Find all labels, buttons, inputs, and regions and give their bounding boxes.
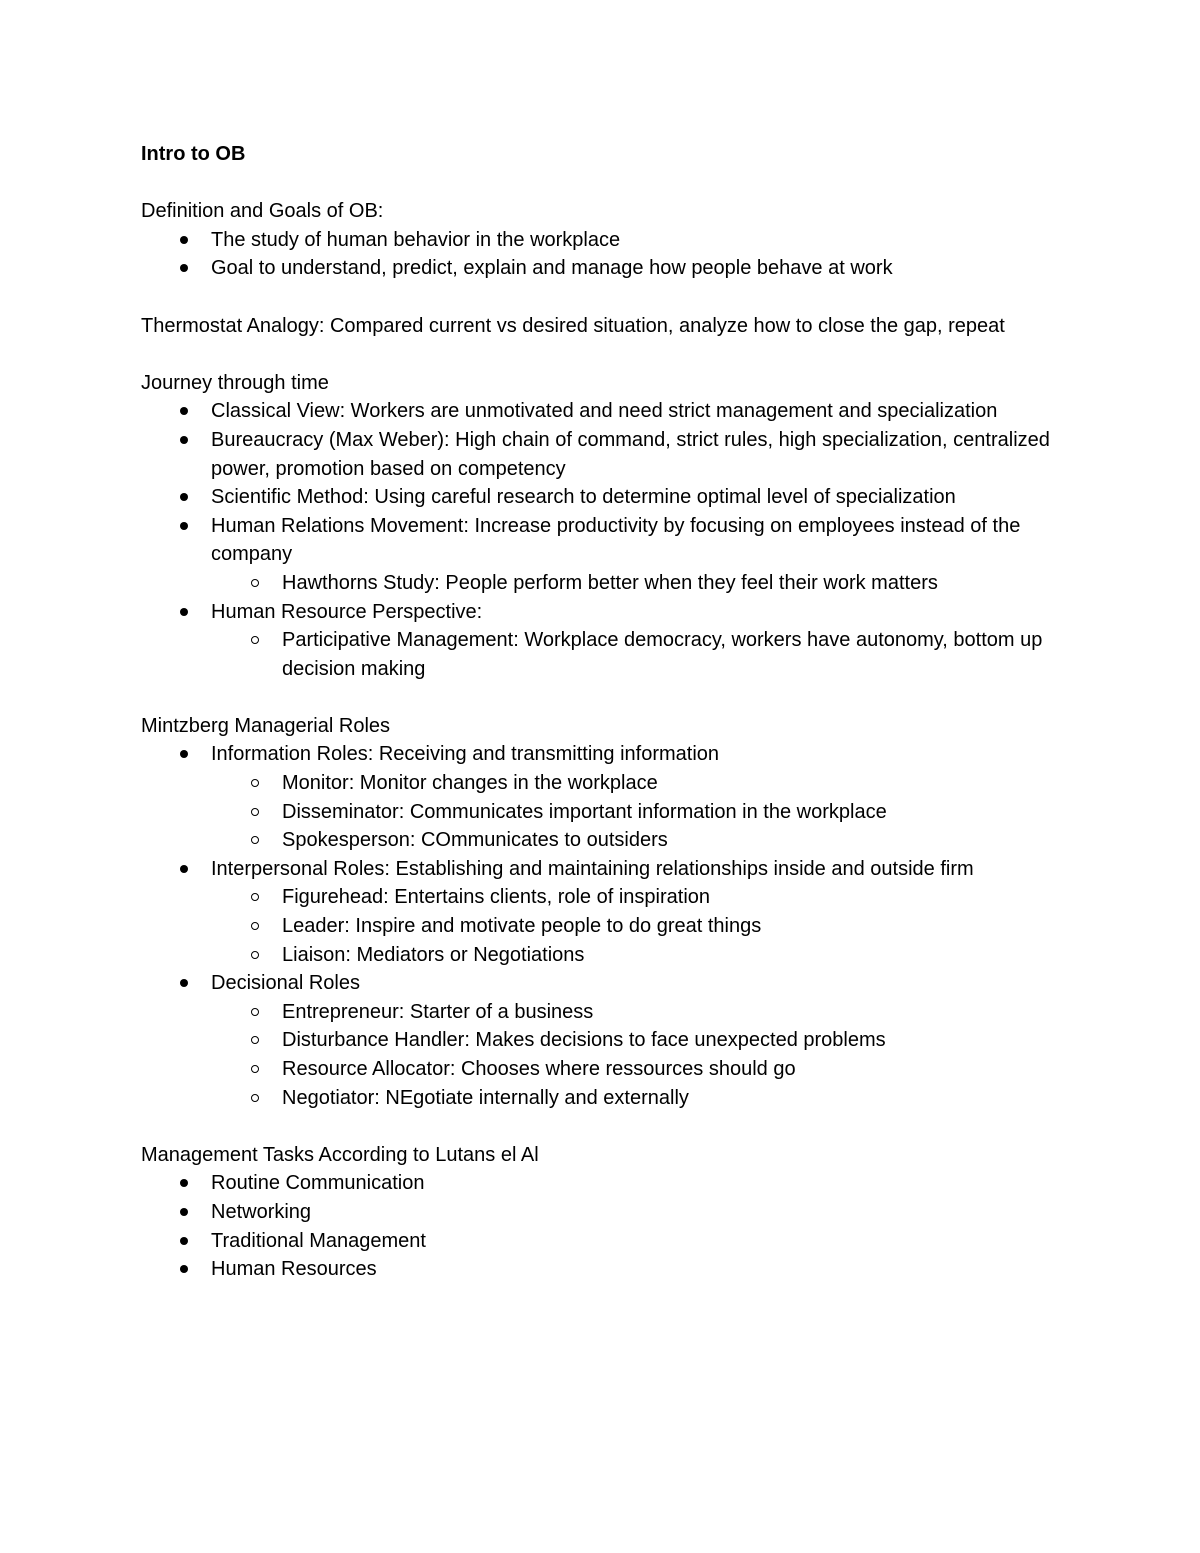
bullet-item <box>141 1227 1051 1256</box>
sub-bullet-item <box>141 826 1051 855</box>
bullet-item <box>141 512 1051 569</box>
hollow-bullet-icon <box>251 1008 259 1016</box>
bullet-item <box>141 740 1051 769</box>
hollow-bullet-icon <box>251 922 259 930</box>
filled-bullet-icon <box>180 436 188 444</box>
hollow-bullet-icon <box>251 808 259 816</box>
section-heading: Management Tasks According to Lutans el Al <box>141 1143 539 1166</box>
bullet-text: Scientific Method: Using careful research to determine optimal level of specialization <box>211 486 956 509</box>
filled-bullet-icon <box>180 750 188 758</box>
hollow-bullet-icon <box>251 893 259 901</box>
sub-bullet-list <box>141 998 1051 1112</box>
section-heading: Mintzberg Managerial Roles <box>141 714 391 737</box>
filled-bullet-icon <box>180 979 188 987</box>
sub-bullet-item <box>141 798 1051 827</box>
hollow-bullet-icon <box>251 779 259 787</box>
hollow-bullet-icon <box>251 1036 259 1044</box>
sub-bullet-text: Monitor: Monitor changes in the workplace <box>282 772 658 795</box>
filled-bullet-icon <box>180 1237 188 1245</box>
bullet-list <box>141 1169 1051 1283</box>
sub-bullet-text: Participative Management: Workplace democracy, workers have autonomy, bottom up decision making <box>282 629 1043 680</box>
sub-bullet-list <box>141 769 1051 855</box>
bullet-text: Human Resources <box>211 1258 377 1281</box>
sub-bullet-text: Figurehead: Entertains clients, role of inspiration <box>282 886 711 909</box>
bullet-item <box>141 397 1051 426</box>
filled-bullet-icon <box>180 1265 188 1273</box>
paragraph-spacer <box>141 283 1051 312</box>
bullet-text: Decisional Roles <box>211 972 360 995</box>
sub-bullet-item <box>141 883 1051 912</box>
hollow-bullet-icon <box>251 636 259 644</box>
bullet-item <box>141 855 1051 884</box>
bullet-text: Goal to understand, predict, explain and manage how people behave at work <box>211 257 893 280</box>
sub-bullet-item <box>141 1084 1051 1113</box>
bullet-item <box>141 426 1051 483</box>
sub-bullet-text: Entrepreneur: Starter of a business <box>282 1000 594 1023</box>
section-heading: Journey through time <box>141 371 329 394</box>
bullet-text: Networking <box>211 1200 312 1223</box>
bullet-list <box>141 226 1051 283</box>
filled-bullet-icon <box>180 865 188 873</box>
sub-bullet-list <box>141 883 1051 969</box>
bullet-text: The study of human behavior in the workplace <box>211 228 621 251</box>
bullet-text: Interpersonal Roles: Establishing and maintaining relationships inside and outside firm <box>211 857 974 880</box>
bullet-text: Human Resource Perspective: <box>211 600 483 623</box>
bullet-item <box>141 598 1051 627</box>
sub-bullet-text: Disturbance Handler: Makes decisions to face unexpected problems <box>282 1029 886 1052</box>
section-heading: Definition and Goals of OB: <box>141 200 384 223</box>
bullet-list <box>141 397 1051 683</box>
filled-bullet-icon <box>180 522 188 530</box>
document-page <box>141 140 1051 1284</box>
bullet-item <box>141 254 1051 283</box>
sub-bullet-text: Leader: Inspire and motivate people to do great things <box>282 915 762 938</box>
sub-bullet-item <box>141 1026 1051 1055</box>
filled-bullet-icon <box>180 1179 188 1187</box>
hollow-bullet-icon <box>251 951 259 959</box>
filled-bullet-icon <box>180 493 188 501</box>
bullet-item <box>141 1169 1051 1198</box>
filled-bullet-icon <box>180 1208 188 1216</box>
filled-bullet-icon <box>180 608 188 616</box>
hollow-bullet-icon <box>251 579 259 587</box>
sub-bullet-item <box>141 569 1051 598</box>
sub-bullet-list <box>141 626 1051 683</box>
bullet-text: Information Roles: Receiving and transmitting information <box>211 743 720 766</box>
sub-bullet-item <box>141 941 1051 970</box>
filled-bullet-icon <box>180 236 188 244</box>
filled-bullet-icon <box>180 407 188 415</box>
bullet-text: Bureaucracy (Max Weber): High chain of command, strict rules, high specialization, centralized power, promotion based on competency <box>211 428 1050 480</box>
hollow-bullet-icon <box>251 836 259 844</box>
hollow-bullet-icon <box>251 1065 259 1073</box>
bullet-text: Classical View: Workers are unmotivated and need strict management and specialization <box>211 400 998 423</box>
bullet-text: Routine Communication <box>211 1172 425 1195</box>
sub-bullet-text: Hawthorns Study: People perform better when they feel their work matters <box>282 571 938 594</box>
bullet-text: Traditional Management <box>211 1229 426 1252</box>
bullet-item <box>141 1255 1051 1284</box>
sub-bullet-list <box>141 569 1051 598</box>
sub-bullet-text: Disseminator: Communicates important information in the workplace <box>282 800 887 823</box>
sub-bullet-item <box>141 626 1051 683</box>
document-body <box>141 169 1051 1284</box>
document-title: Intro to OB <box>141 143 246 165</box>
bullet-text: Human Relations Movement: Increase productivity by focusing on employees instead of the company <box>211 514 1021 566</box>
sub-bullet-text: Liaison: Mediators or Negotiations <box>282 943 585 966</box>
sub-bullet-text: Resource Allocator: Chooses where ressources should go <box>282 1058 796 1080</box>
filled-bullet-icon <box>180 264 188 272</box>
paragraph-spacer <box>141 1112 1051 1141</box>
paragraph-spacer <box>141 683 1051 712</box>
sub-bullet-item <box>141 769 1051 798</box>
sub-bullet-item <box>141 1055 1051 1084</box>
paragraph-spacer <box>141 340 1051 369</box>
sub-bullet-text: Negotiator: NEgotiate internally and externally <box>282 1086 689 1109</box>
bullet-list <box>141 740 1051 1112</box>
sub-bullet-item <box>141 998 1051 1027</box>
sub-bullet-text: Spokesperson: COmmunicates to outsiders <box>282 829 668 852</box>
bullet-item <box>141 483 1051 512</box>
bullet-item <box>141 226 1051 255</box>
paragraph-spacer <box>141 169 1051 198</box>
section-heading: Thermostat Analogy: Compared current vs desired situation, analyze how to close the gap, repeat <box>141 314 1005 337</box>
sub-bullet-item <box>141 912 1051 941</box>
hollow-bullet-icon <box>251 1094 259 1102</box>
bullet-item <box>141 1198 1051 1227</box>
bullet-item <box>141 969 1051 998</box>
